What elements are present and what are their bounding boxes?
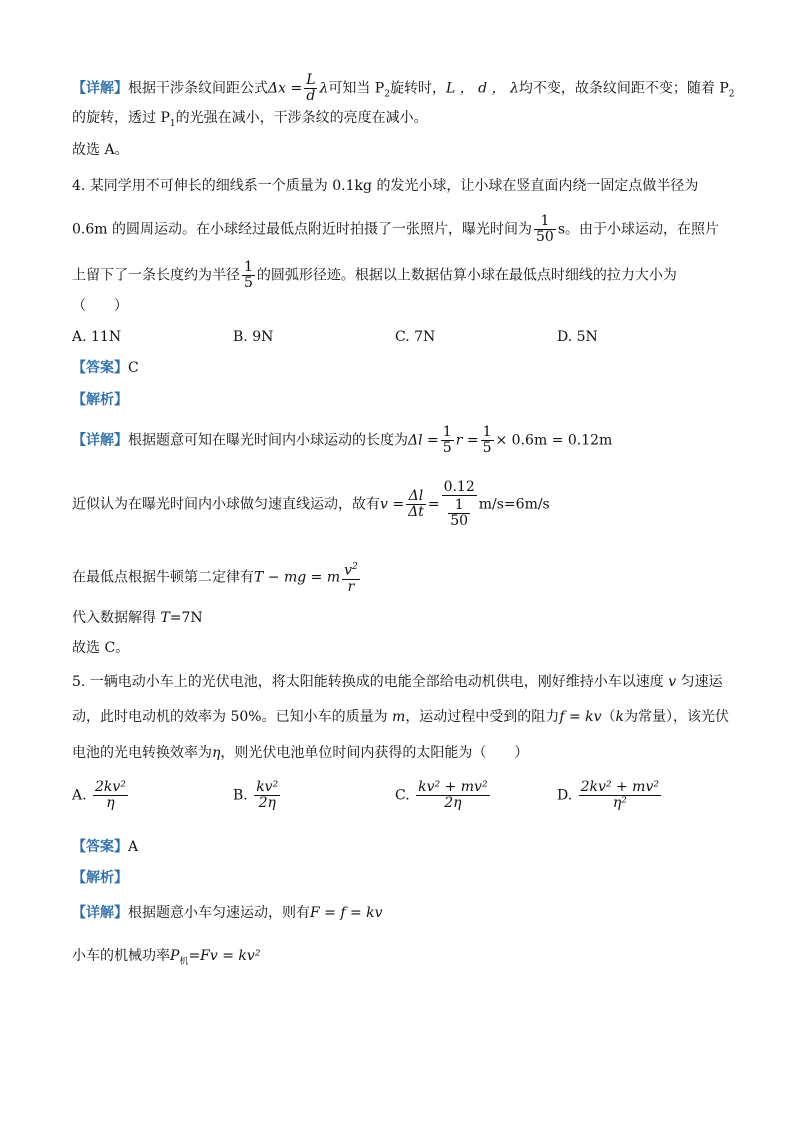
q5-analysis-tag: 【解析】 [72,870,128,886]
q4-detail-line-3: 在最低点根据牛顿第二定律有T − mg = m $\frac{v^2}{r}$ [72,562,358,595]
q4-paren: （ ） [72,298,128,314]
q4-stem-line-2: 0.6m 的圆周运动。在小球经过最低点附近时拍摄了一张照片，曝光时间为 $\frac{1}{50}$ s。由于小球运动，在照片 [72,213,720,245]
q4-option-d: D. 5N [557,329,598,345]
detail-tag: 【详解】 [72,80,128,97]
q4-detail-line-1: 【详解】根据题意可知在曝光时间内小球运动的长度为Δl = $\frac{1}{5}$ r = $\frac{1}{5}$ × 0.6m = 0.12m [72,424,613,456]
q4-detail-line-4: 代入数据解得 T=7N [72,610,203,626]
q3-choice: 故选 A。 [72,142,129,158]
q5-detail-line-2: 小车的机械功率$P_机=Fv = kv^2$ [72,948,261,967]
q3-detail-line-2: 的旋转，透过 $P_1$的光强在减小，干涉条纹的亮度在减小。 [72,110,428,129]
q4-option-b: B. 9N [233,329,274,345]
q5-stem-line-1: 5. 一辆电动小车上的光伏电池，将太阳能转换成的电能全部给电动机供电，刚好维持小车以速度 v 匀速运 [72,674,723,690]
q4-option-a: A. 11N [72,329,122,345]
q5-detail-line-1: 【详解】根据题意小车匀速运动，则有F = f = kv [72,905,383,921]
q4-stem-line-3: 上留下了一条长度约为半径 $\frac{1}{5}$ 的圆弧形径迹。根据以上数据估算小球在最低点时细线的拉力大小为 [72,259,677,291]
q3-detail-line-1: 【详解】根据干涉条纹间距公式Δx = $\frac{L}{d}$ λ可知当 $P_2$旋转时，L ， d ， λ均不变，故条纹间距不变；随着 $P_2$ [72,72,735,104]
q5-option-b: B. $\frac{\text{kv²}}{2\eta}$ [233,779,279,811]
radius-fraction: $\frac{1}{5}$ [244,259,253,291]
q5-stem-line-3: 电池的光电转换效率为η，则光伏电池单位时间内获得的太阳能为（ ） [72,745,529,761]
q4-answer: 【答案】C [72,360,139,376]
q4-choice: 故选 C。 [72,640,130,656]
q5-stem-line-2: 动，此时电动机的效率为 50%。已知小车的质量为 m，运动过程中受到的阻力f = kv（k为常量），该光伏 [72,709,730,725]
q4-detail-line-2: 近似认为在曝光时间内小球做匀速直线运动，故有v = $\frac{\Delta l}{\Delta t}$ = $\frac{0.12}{\frac{1}{50}}$ m/s=6m/s [72,479,550,529]
exposure-fraction: $\frac{1}{50}$ [536,213,554,245]
q5-option-c: C. $\frac{\text{kv² + mv²}}{2\eta}$ [395,779,488,811]
q5-option-a: A. $\frac{\text{2kv²}}{\eta}$ [72,779,126,811]
q5-answer: 【答案】A [72,839,139,855]
q4-analysis-tag: 【解析】 [72,392,128,408]
q4-option-c: C. 7N [395,329,436,345]
formula-fraction: $\frac{L}{d}$ [306,72,316,104]
q5-option-d: D. $\frac{\text{2kv² + mv²}}{\text{η²}}$ [557,779,659,811]
q4-stem-line-1: 4. 某同学用不可伸长的细线系一个质量为 0.1kg 的发光小球，让小球在竖直面内绕一固定点做半径为 [72,178,699,194]
